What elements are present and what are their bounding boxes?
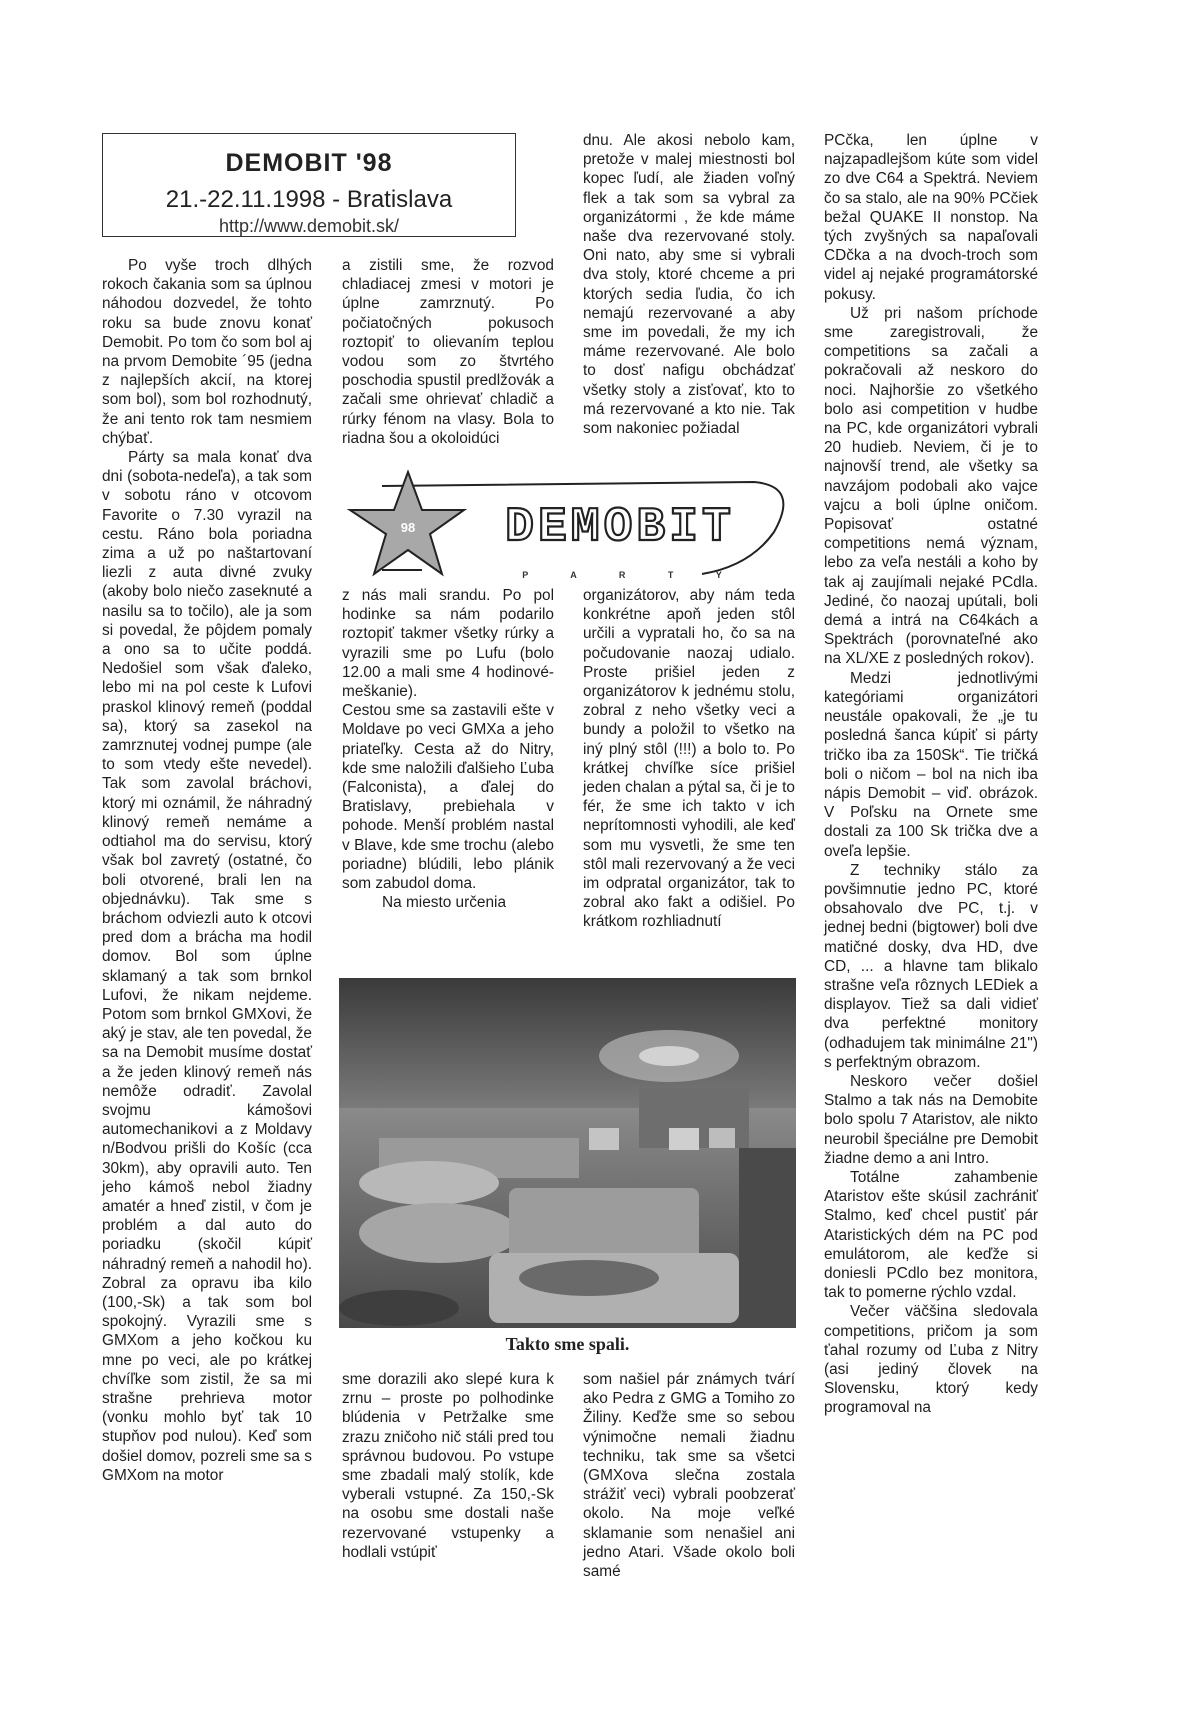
column-3-top	[583, 131, 795, 438]
paragraph: Večer väčšina sledovala competitions, pričom ja som ťahal rozumy od Ľuba z Nitry (asi jediný človek na Slovensku, ktorý kedy programoval na	[824, 1303, 1038, 1417]
paragraph: a zistili sme, že rozvod chladiacej zmesi v motori je úplne zamrznutý. Po počiatočných pokusoch roztopiť to olievaním teplou vodou som zo štvrtého poschodia spustil predlžovák a začali sme ohrievať chladič a rúrky fénom na vlasy. Bola to riadna šou a okoloidúci	[342, 257, 554, 447]
logo-number: 98	[400, 520, 416, 535]
column-2-bottom	[342, 1370, 554, 1562]
photo-caption: Takto sme spali.	[505, 1334, 630, 1354]
paragraph: organizátorov, aby nám teda konkrétne apoň jeden stôl určili a vypratali ho, čo sa na počudovanie naozaj udialo. Proste prišiel jeden z organizátorov k jednému stolu, zobral z neho všetky veci a bundy a položil to všetko na iný plný stôl (!!!) a bolo to. Po krátkej chvíľke síce prišiel jeden chalan a pýtal sa, či je to fér, že sme ich takto v ich neprítomnosti vyhodili, ale keď som mu vysvetli, že sme ten stôl mali rezervovaný a že veci im odpratal organizátor, tak to zobral ako fakt a odišiel. Po krátkom rozhliadnutí	[583, 587, 795, 931]
paragraph: Cestou sme sa zastavili ešte v Moldave po veci GMXa a jeho priateľky. Cesta až do Nitry, kde sme naložili ďalšieho Ľuba (Falconista), a ďalej do Bratislavy, prebiehala v pohode. Menší problém nastal v Blave, kde sme trochu (alebo poriadne) blúdili, lebo plánik som zabudol doma.	[342, 702, 554, 893]
column-3-bottom	[583, 1370, 795, 1581]
column-2-top	[342, 256, 554, 448]
event-url: http://www.demobit.sk/	[218, 216, 400, 236]
paragraph: Neskoro večer došiel Stalmo a tak nás na Demobite bolo spolu 7 Ataristov, ale nikto neurobil špeciálne pre Demobit žiadne demo a ani Intro.	[824, 1072, 1038, 1167]
article-title: DEMOBIT '98	[225, 149, 393, 177]
paragraph: Párty sa mala konať dva dni (sobota-nedeľa), a tak som v sobotu ráno v otcovom Favorite o 7.30 vyrazil na cestu. Ráno bola poriadna zima a už po naštartovaní liezli z auta divné zvuky (akoby bolo niečo zaseknuté a nasilu sa to točilo), ale ja som si povedal, že pôjdem pomaly a ono sa to učite poddá. Nedošiel som však ďaleko, lebo mi na pol ceste k Lufovi praskol klinový remeň (poddal sa), ktorý sa zasekol na zamrznutej vodnej pumpe (ale to som vtedy ešte nevedel). Tak som zavolal bráchovi, ktorý mi oznámil, že náhradný klinový remeň nemáme a odtiahol ma do servisu, ktorý však bol zavretý (ostatné, čo boli otvorené, brali len na objednávku). Tak sme s bráchom odviezli auto k otcovi pred dom a brácha ma hodil domov. Bol som úplne sklamaný a tak som brnkol Lufovi, že nikam nejdeme. Potom som brnkol GMXovi, že aký je stav, ale ten povedal, že sa na Demobit musíme dostať a že jeden klinový remeň nás nemôže odradiť. Zavolal svojmu kámošovi automechanikovi a z Moldavy n/Bodvou prišli do Košíc (cca 30km), aby opravili auto. Ten jeho kámoš nebol žiadny amatér a hneď zistil, v čom je problém a dal auto do poriadku (skočil kúpiť náhradný remeň a nahodil ho). Zobral za opravu iba kilo (100,-Sk) a tak som bol spokojný. Vyrazili sme s GMXom a jeho kočkou ku mne po veci, ale po krátkej chvíľke som zistil, že sa mi strašne prehrieva motor (vonku mohlo byť tak 10 stupňov pod nulou). Keď som došiel domov, pozreli sme sa s GMXom na motor	[102, 449, 312, 1484]
paragraph: Už pri našom príchode sme zaregistrovali, že competitions sa začali a pokračovali až neskoro do noci. Najhoršie zo všetkého bolo asi competition v hudbe na PC, kde organizátori vybrali 20 hudieb. Neviem, či je to najnovší trend, ale všetky sa navzájom podobali ako vajce vajcu a boli úplne oničom. Popisovať ostatné competitions nemá význam, lebo za veľa nestáli a koho by tak aj zaujímali nejaké PCdla. Jediné, čo naozaj upútali, boli demá a intrá na C64kách a Spektrách (porovnateľné ako na XL/XE z posledných rokov).	[824, 304, 1038, 668]
column-3-middle	[583, 586, 795, 932]
paragraph: Z techniky stálo za povšimnutie jedno PC, ktoré obsahovalo dve PC, t.j. v jednej bedni (bigtower) boli dve matičné dosky, dva HD, dve CD, ... a hlavne tam blikalo strašne veľa rôznych LEDiek a displayov. Tiež sa dali vidieť dva perfektné monitory (odhadujem tak minimálne 21") s perfektným obrazom.	[824, 861, 1038, 1071]
paragraph: z nás mali srandu. Po pol hodinke sa nám podarilo roztopiť takmer všetky rúrky a vyrazili sme po Lufu (bolo 12.00 a mali sme 4 hodinové-meškanie).	[342, 587, 554, 701]
column-1	[102, 256, 312, 1485]
paragraph: dnu. Ale akosi nebolo kam, pretože v malej miestnosti bol kopec ľudí, ale žiaden voľný flek a tak som sa vybral za organizátormi , že kde máme naše dva rezervované stoly. Oni nato, aby sme si vybrali dva stoly, ktoré chceme a pri ktorých sedia ľudia, čo ich nemajú rezervované a aby sme im povedali, že my ich máme rezervované. Ale bolo to dosť nafigu obchádzať všetky stoly a zisťovať, kto to má rezervované a kto nie. Tak som nakoniec požiadal	[583, 132, 795, 438]
demobit-party-logo	[342, 470, 800, 584]
header-box	[102, 133, 516, 237]
paragraph: Po vyše troch dlhých rokoch čakania som sa úplnou náhodou dozvedel, že tohto roku sa bude znovu konať Demobit. Po tom čo som bol aj na prvom Demobite ´95 (jedna z najlepších akcií, na ktorej som bol), som bol rozhodnutý, že ani tento rok tam nesmiem chýbať.	[102, 257, 312, 447]
logo-subtitle: P A R T Y	[522, 570, 742, 580]
paragraph: PCčka, len úplne v najzapadlejšom kúte som videl zo dve C64 a Spektrá. Neviem čo sa stalo, ale na 90% PCčiek bežal QUAKE II nonstop. Na tých zvyšných sa napaľovali CDčka a na dvoch-troch som videl aj nejaké programátorské pokusy.	[824, 132, 1038, 303]
paragraph: Medzi jednotlivými kategóriami organizátori neustále opakovali, že „je tu posledná šanca kúpiť si párty tričko iba za 150Sk“. Tie tričká boli o ničom – bol na nich iba nápis Demobit – viď. obrázok. V Poľsku na Ornete sme dostali za 100 Sk trička dve a oveľa lepšie.	[824, 669, 1038, 860]
logo-wordmark: DEMOBIT	[505, 501, 735, 555]
column-4	[824, 131, 1038, 1418]
paragraph: sme dorazili ako slepé kura k zrnu – proste po polhodinke blúdenia v Petržalke sme zrazu zničoho nič stáli pred tou správnou budovou. Po vstupe sme zbadali malý stolík, kde vyberali vstupné. Za 150,-Sk na osobu sme dostali naše rezervované vstupenky a hodlali vstúpiť	[342, 1371, 554, 1561]
paragraph: som našiel pár známych tvárí ako Pedra z GMG a Tomiho zo Žiliny. Keďže sme so sebou výnimočne nemali žiadnu techniku, tak sme sa všetci (GMXova slečna zostala strážiť veci) vybrali poobzerať okolo. Na moje veľké sklamanie som nenašiel ani jedno Atari. Všade okolo boli samé	[583, 1371, 795, 1581]
column-2-middle	[342, 586, 554, 912]
event-date: 21.-22.11.1998 - Bratislava	[165, 186, 453, 213]
paragraph: Na miesto určenia	[382, 894, 507, 912]
paragraph: Totálne zahambenie Ataristov ešte skúsil zachrániť Stalmo, keď chcel pustiť pár Ataristických dém na PC pod emulátorom, ale keďže si doniesli PCdlo bez monitora, tak to pomerne rýchlo vzdal.	[824, 1168, 1038, 1302]
party-hall-photo	[339, 978, 796, 1328]
